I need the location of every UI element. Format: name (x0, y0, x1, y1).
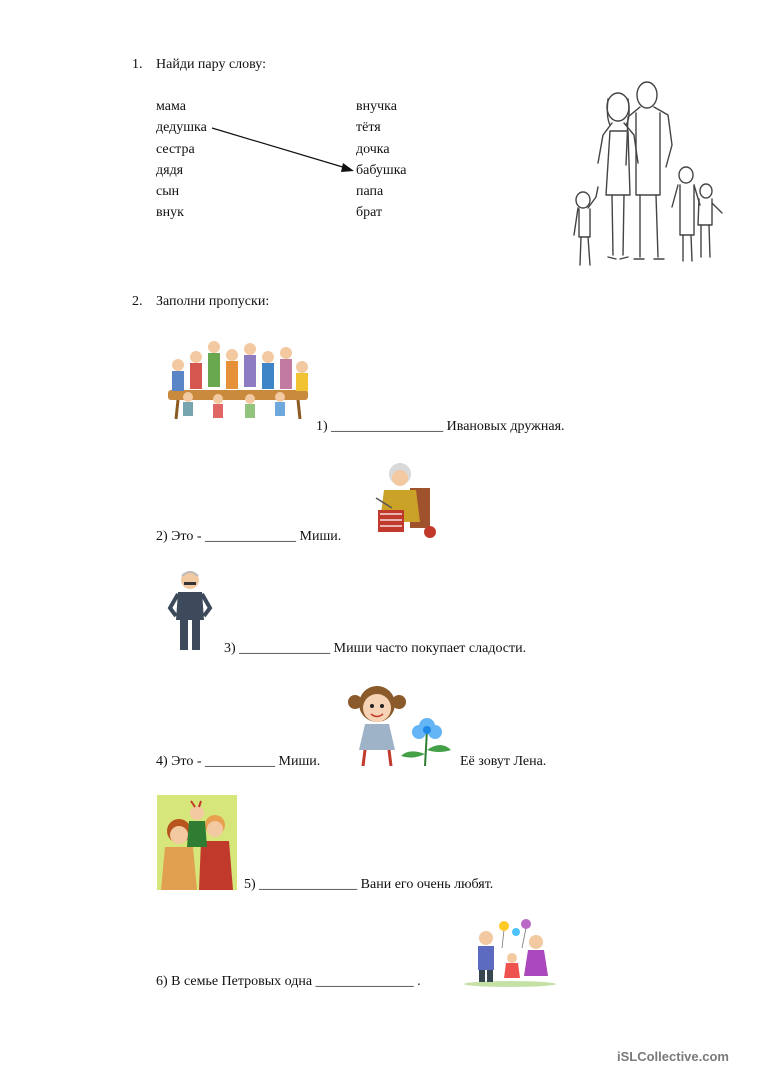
left-word: сестра (156, 142, 195, 157)
item-prefix: 4) Это - (156, 754, 202, 769)
section1-number: 1. (132, 57, 143, 72)
left-word: внук (156, 205, 184, 220)
answer-blank[interactable]: _____________ (205, 529, 296, 544)
girl-with-flower-image (345, 680, 457, 768)
item-suffix: Миши часто покупает сладости. (333, 641, 527, 656)
item-prefix: 1) (316, 419, 328, 434)
exercise-item-4 (156, 754, 320, 770)
grandfather-image (168, 568, 212, 654)
right-word: тётя (356, 120, 381, 135)
item-prefix: 6) В семье Петровых одна (156, 974, 313, 989)
exercise-item-3 (224, 641, 526, 657)
parents-with-baby-image (157, 795, 237, 890)
section1-title: Найди пару слову: (156, 57, 266, 72)
item-prefix: 2) Это - (156, 529, 202, 544)
item-prefix: 5) (244, 877, 256, 892)
exercise-item-2 (156, 529, 341, 545)
answer-blank[interactable]: ______________ (259, 877, 358, 892)
right-word: папа (356, 184, 384, 199)
family-with-balloons-image (462, 918, 558, 986)
family-dinner-image (158, 335, 313, 425)
item-suffix: Ивановых дружная. (446, 419, 565, 434)
family-sketch-image (570, 75, 730, 275)
left-word: мама (156, 99, 186, 114)
left-word: сын (156, 184, 180, 199)
answer-blank[interactable]: __________ (205, 754, 275, 769)
answer-blank[interactable]: _____________ (239, 641, 331, 656)
right-word: брат (356, 205, 383, 220)
item-prefix: 3) (224, 641, 236, 656)
item-suffix: Миши. (278, 754, 321, 769)
exercise-item-4-extra: Её зовут Лена. (460, 754, 547, 769)
exercise-item-1 (316, 419, 565, 435)
answer-blank[interactable]: ______________ (315, 974, 414, 989)
right-word: дочка (356, 142, 390, 157)
section2-title: Заполни пропуски: (156, 294, 270, 309)
item-suffix: Миши. (299, 529, 342, 544)
left-word: дядя (156, 163, 184, 178)
right-word: внучка (356, 99, 397, 114)
item-suffix: . (417, 974, 421, 989)
grandmother-knitting-image (370, 460, 440, 542)
exercise-item-6 (156, 974, 421, 990)
right-word: бабушка (356, 163, 407, 178)
answer-blank[interactable]: ________________ (331, 419, 444, 434)
item-suffix: Вани его очень любят. (360, 877, 494, 892)
watermark: iSLCollective.com (617, 1049, 729, 1064)
exercise-item-5 (244, 877, 493, 893)
section2-number: 2. (132, 294, 143, 309)
left-word: дедушка (156, 120, 207, 135)
